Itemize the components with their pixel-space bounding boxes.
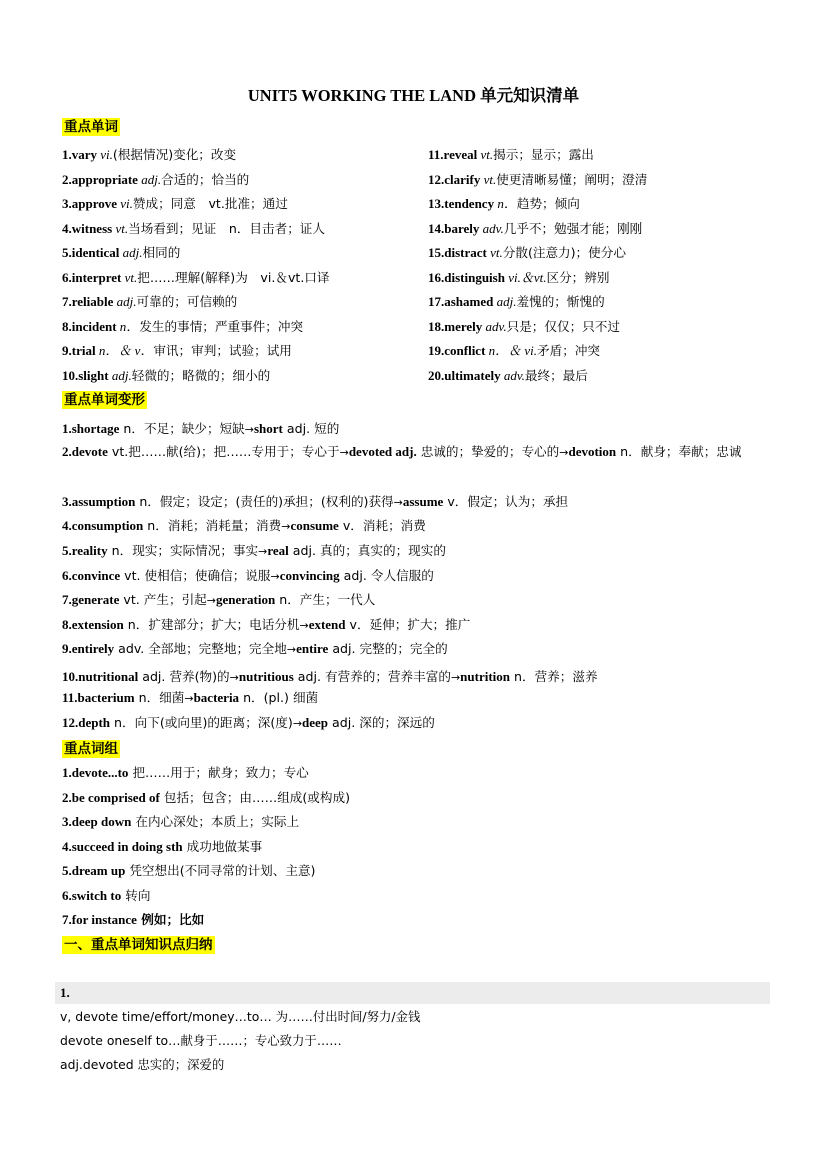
vocab-pos: n． [494, 196, 517, 211]
arrow-icon: → [184, 692, 194, 705]
vocab-meaning: 最终；最后 [524, 367, 588, 383]
phrase-meaning: 包括；包含；由……组成(或构成) [159, 789, 351, 805]
vocab-meaning: 审讯；审判；试验；试用 [153, 343, 292, 358]
form-meaning: adj. 营养(物)的 [138, 669, 230, 684]
vocab-item [428, 172, 647, 188]
derived-word: nutrition [460, 669, 510, 684]
vocab-word: 11.reveal [428, 147, 478, 162]
form-word: 12.depth [62, 715, 111, 730]
arrow-icon: → [281, 520, 291, 533]
vocab-pos: adj. [119, 245, 143, 260]
derived-meaning: adj. 真的；真实的；现实的 [288, 543, 446, 558]
vocab-word: 7.reliable [62, 294, 114, 309]
vocab-item [428, 294, 605, 310]
vocab-word: 3.approve [62, 196, 118, 211]
section-heading-key-words: 重点单词 [64, 119, 118, 135]
form-meaning: n．消耗；消耗量；消费 [143, 518, 282, 533]
phrase-meaning: 转向 [121, 887, 151, 903]
derived-meaning: v．延伸；扩大；推广 [345, 617, 471, 632]
phrase-item [62, 765, 309, 781]
vocab-item [62, 147, 236, 163]
point-line: v, devote time/effort/money…to… 为……付出时间/努力/金钱 [60, 1009, 421, 1024]
vocab-item [62, 245, 180, 261]
vocab-meaning: 发生的事情；严重事件；冲突 [139, 318, 304, 334]
vocab-meaning: 只是；仅仅；只不过 [506, 318, 620, 334]
word-form-item [62, 518, 426, 535]
vocab-item [62, 368, 270, 384]
derived-meaning: n．(pl.) 细菌 [239, 690, 319, 705]
vocab-item [428, 221, 642, 237]
arrow-icon: → [286, 643, 297, 656]
section-heading-phrases: 重点词组 [64, 741, 118, 757]
vocab-meaning: 矛盾；冲突 [537, 343, 601, 358]
vocab-word: 6.interpret [62, 269, 122, 285]
form-meaning: n．现实；实际情况；事实 [107, 543, 259, 558]
form-word: 3.assumption [62, 494, 136, 509]
vocab-pos: adj. [493, 294, 517, 309]
form-word: 2.devote [62, 444, 108, 459]
vocab-item [428, 147, 594, 163]
derived-word: entire [296, 641, 329, 656]
vocab-pos: vi. [97, 147, 113, 162]
form-word: 7.generate [62, 592, 120, 607]
form-meaning: vt.把……献(给)；把……专用于；专心于 [107, 444, 340, 459]
point-line: devote oneself to…献身于……；专心致力于…… [60, 1033, 342, 1048]
vocab-word: 1.vary [62, 147, 98, 162]
vocab-pos: vt. [121, 269, 138, 285]
vocab-pos: vt. [486, 245, 503, 260]
section-heading-knowledge-points: 一、重点单词知识点归纳 [64, 937, 213, 953]
vocab-pos: vi. [117, 196, 133, 211]
phrase-meaning: 成功地做某事 [182, 838, 263, 854]
phrase-item [62, 863, 315, 879]
vocab-pos: vt. [477, 147, 494, 162]
phrase: 1.devote...to [62, 765, 129, 780]
arrow-icon: → [299, 619, 309, 632]
form-word: 5.reality [62, 543, 108, 558]
vocab-word: 17.ashamed [428, 294, 494, 309]
vocab-pos: adj. [108, 367, 132, 383]
arrow-icon: → [206, 594, 216, 607]
phrase-item [62, 888, 150, 904]
vocab-item [62, 172, 249, 188]
derived-meaning: v．消耗；消费 [338, 518, 426, 533]
page-title: UNIT5 WORKING THE LAND 单元知识清单 [247, 86, 580, 105]
form-meaning: n．向下(或向里)的距离；深(度) [110, 715, 293, 730]
derived-word: real [267, 543, 289, 558]
form-meaning: adv. 全部地；完整地；完全地 [114, 641, 287, 656]
vocab-item [62, 221, 325, 237]
derived-word: assume [402, 494, 444, 509]
derived-word: bacteria [193, 690, 240, 705]
derived-meaning: adj. 短的 [282, 421, 340, 436]
vocab-pos: adj. [137, 171, 162, 187]
form-meaning: n．假定；设定；(责任的)承担；(权利的)获得 [135, 494, 394, 509]
vocab-item [428, 319, 620, 335]
arrow-icon: → [244, 423, 254, 436]
vocab-word: 12.clarify [428, 171, 481, 187]
word-form-item [62, 421, 339, 438]
vocab-meaning: 把……理解(解释)为 vi.＆vt.口译 [137, 269, 330, 285]
vocab-meaning: 相同的 [142, 245, 181, 260]
phrase-item [62, 790, 350, 806]
vocab-meaning: 使更清晰易懂；阐明；澄清 [496, 171, 648, 187]
word-form-item [62, 568, 434, 585]
vocab-item [62, 343, 292, 359]
word-form-item [62, 592, 375, 609]
word-form-item [62, 543, 446, 560]
derived-meaning: adj. 完整的；完全的 [328, 641, 448, 656]
point-line: adj.devoted 忠实的；深爱的 [60, 1057, 225, 1072]
arrow-icon: → [270, 570, 280, 583]
derived-word: deep [302, 715, 329, 730]
vocab-pos: adv. [479, 220, 504, 236]
vocab-item [428, 270, 609, 286]
derived-meaning: adj. 深的；深远的 [328, 715, 435, 730]
vocab-word: 19.conflict [428, 343, 486, 358]
word-form-item [62, 715, 435, 732]
form-word: 8.extension [62, 617, 124, 632]
vocab-pos: n．＆ v． [95, 343, 154, 358]
vocab-word: 13.tendency [428, 196, 495, 211]
arrow-icon: → [450, 671, 461, 684]
form-word: 1.shortage [62, 421, 120, 436]
derived-word: short [253, 421, 283, 436]
vocab-pos: vt. [112, 220, 129, 236]
vocab-item [428, 343, 600, 359]
vocab-meaning: 区分；辨别 [546, 269, 610, 285]
form-meaning: n．扩建部分；扩大；电话分机 [123, 617, 300, 632]
vocab-item [428, 245, 626, 261]
vocab-meaning: 分散(注意力)；使分心 [502, 245, 626, 260]
derived-meaning: n．营养；滋养 [510, 669, 598, 684]
vocab-word: 16.distinguish [428, 269, 505, 285]
vocab-item [428, 368, 588, 384]
derived-word: consume [290, 518, 339, 533]
derived-meaning: 忠诚的；挚爱的；专心的 [416, 444, 560, 459]
vocab-pos: vi.＆vt. [504, 269, 547, 285]
vocab-word: 9.trial [62, 343, 96, 358]
vocab-word: 5.identical [62, 245, 120, 260]
vocab-word: 8.incident [62, 318, 117, 334]
phrase: 6.switch to [62, 887, 122, 903]
phrase-meaning: 把……用于；献身；致力；专心 [128, 765, 309, 780]
phrase-meaning: 例如；比如 [136, 912, 205, 927]
vocab-word: 18.merely [428, 318, 483, 334]
form-meaning: n．不足；缺少；短缺 [119, 421, 245, 436]
arrow-icon: → [393, 496, 403, 509]
derived-word: nutritious [238, 669, 294, 684]
phrase-meaning: 凭空想出(不同寻常的计划、主意) [125, 863, 316, 878]
arrow-icon: → [559, 446, 569, 459]
phrase-item [62, 814, 299, 830]
vocab-meaning: 轻微的；略微的；细小的 [131, 367, 271, 383]
phrase: 4.succeed in doing sth [62, 838, 183, 854]
vocab-meaning: 羞愧的；惭愧的 [516, 294, 605, 309]
word-form-item [62, 617, 470, 634]
vocab-word: 20.ultimately [428, 367, 501, 383]
vocab-word: 15.distract [428, 245, 487, 260]
point-number-bar [55, 982, 770, 1004]
phrase-item [62, 839, 262, 855]
vocab-pos: adv. [500, 367, 525, 383]
form-word: 4.consumption [62, 518, 144, 533]
form-word: 10.nutritional [62, 669, 139, 684]
phrase-item [62, 912, 204, 928]
point-number: 1. [60, 985, 70, 1000]
vocab-pos: adj. [113, 294, 137, 309]
word-form-item [62, 690, 318, 707]
vocab-meaning: 几乎不；勉强才能；刚刚 [503, 220, 643, 236]
vocab-meaning: 当场看到；见证 n．目击者；证人 [128, 220, 325, 236]
word-form-item [62, 441, 777, 464]
vocab-pos: n． [116, 318, 140, 334]
word-form-item [62, 494, 568, 511]
vocab-word: 2.appropriate [62, 171, 138, 187]
arrow-icon: → [339, 446, 349, 459]
derived-word: devoted adj. [348, 444, 417, 459]
phrase: 3.deep down [62, 814, 132, 829]
vocab-pos: adv. [482, 318, 507, 334]
derived-word: extend [308, 617, 346, 632]
derived-meaning: adj. 有营养的；营养丰富的 [293, 669, 451, 684]
section-heading-word-forms: 重点单词变形 [64, 392, 145, 408]
phrase-meaning: 在内心深处；本质上；实际上 [131, 814, 300, 829]
derived-word: convincing [279, 568, 340, 583]
vocab-word: 4.witness [62, 220, 113, 236]
vocab-pos: vt. [480, 171, 497, 187]
derived-meaning: n．产生；一代人 [275, 592, 376, 607]
vocab-item [62, 270, 330, 286]
form-word: 11.bacterium [62, 690, 135, 705]
vocab-item [62, 294, 237, 310]
phrase: 7.for instance [62, 912, 137, 927]
phrase: 5.dream up [62, 863, 126, 878]
word-form-item [62, 641, 448, 658]
vocab-word: 14.barely [428, 220, 480, 236]
vocab-meaning: 可靠的；可信赖的 [136, 294, 238, 309]
derived-meaning: n．献身；奉献；忠诚 [616, 444, 742, 459]
form-meaning: vt. 产生；引起 [119, 592, 207, 607]
derived-meaning: adj. 令人信服的 [339, 568, 434, 583]
arrow-icon: → [258, 545, 268, 558]
vocab-meaning: 趋势；倾向 [516, 196, 580, 211]
vocab-meaning: (根据情况)变化；改变 [112, 147, 237, 162]
phrase: 2.be comprised of [62, 789, 160, 805]
derived-meaning: v．假定；认为；承担 [443, 494, 569, 509]
form-meaning: n．细菌 [134, 690, 185, 705]
vocab-meaning: 赞成；同意 vt.批准；通过 [132, 196, 288, 211]
vocab-meaning: 揭示；显示；露出 [493, 147, 594, 162]
vocab-pos: n．＆ vi. [485, 343, 538, 358]
form-word: 9.entirely [62, 641, 115, 656]
vocab-word: 10.slight [62, 367, 109, 383]
vocab-item [62, 196, 288, 212]
arrow-icon: → [292, 717, 303, 730]
derived-word: devotion [568, 444, 617, 459]
vocab-meaning: 合适的；恰当的 [161, 171, 250, 187]
form-meaning: vt. 使相信；使确信；说服 [120, 568, 271, 583]
derived-word: generation [215, 592, 276, 607]
word-form-item [62, 666, 777, 689]
form-word: 6.convince [62, 568, 121, 583]
arrow-icon: → [229, 671, 239, 684]
vocab-item [428, 196, 580, 212]
vocab-item [62, 319, 303, 335]
